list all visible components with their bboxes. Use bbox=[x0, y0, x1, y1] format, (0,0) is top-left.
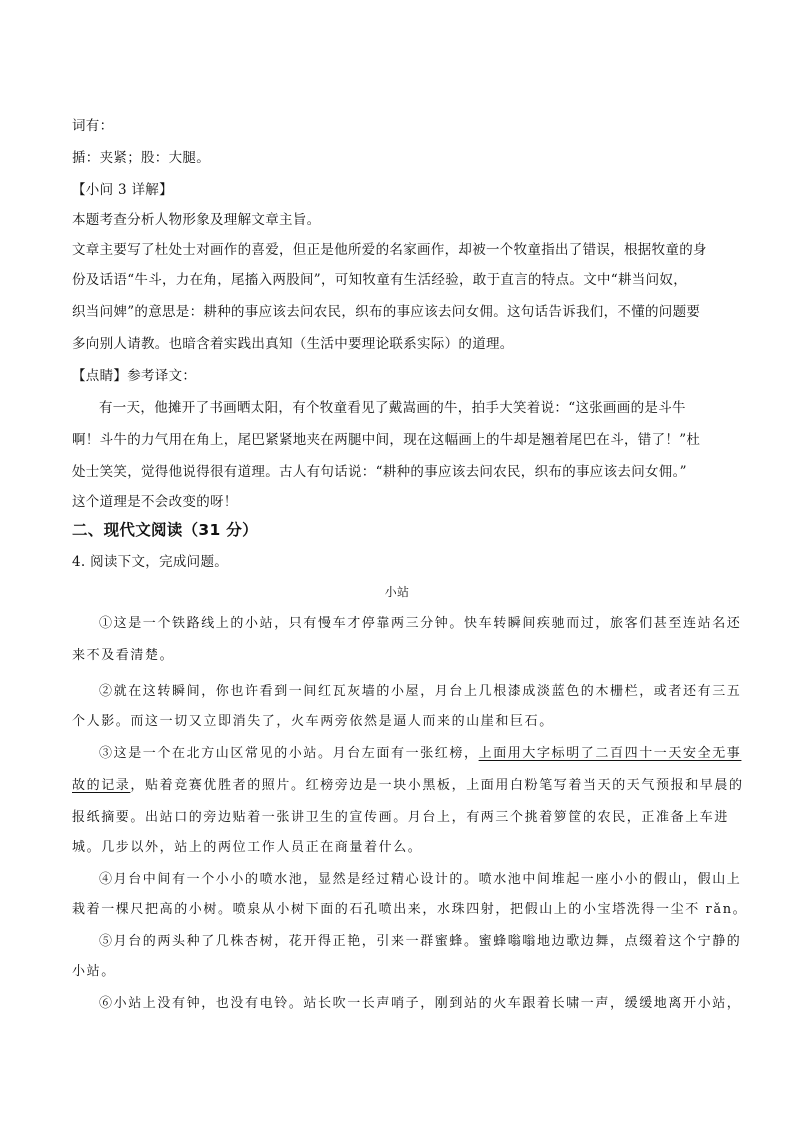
story-paragraph-line bbox=[72, 776, 744, 796]
translation-paragraph-line: 这个道理是不会改变的呀！ bbox=[72, 494, 238, 510]
analysis-paragraph-line: 织当问婢”的意思是：耕种的事应该去问农民，织布的事应该去问女佣。这句话告诉我们，不懂的问题要 bbox=[72, 304, 701, 320]
dianjing-heading: 【点睛】参考译文： bbox=[72, 368, 197, 384]
story-paragraph-line: ④月台中间有一个小小的喷水池，显然是经过精心设计的。喷水池中间堆起一座小小的假山，假山上 bbox=[99, 872, 742, 887]
story-paragraph-line: 来不及看清楚。 bbox=[72, 648, 175, 663]
underlined-phrase: 故的记录 bbox=[72, 778, 131, 793]
question-prompt: 4. 阅读下文，完成问题。 bbox=[72, 554, 229, 570]
translation-paragraph-line: 处士笑笑，觉得他说得很有道理。古人有句话说：“耕种的事应该去问农民，织布的事应该去问女佣。” bbox=[72, 464, 687, 480]
text-line: 本题考查分析人物形象及理解文章主旨。 bbox=[72, 212, 321, 228]
text-line: 揗：夹紧；股：大腿。 bbox=[72, 150, 210, 166]
sub-question-heading: 【小问 3 详解】 bbox=[72, 182, 173, 198]
analysis-paragraph-line: 份及话语“牛斗，力在角，尾搐入两股间”，可知牧童有生活经验，敢于直言的特点。文中“耕当问奴， bbox=[72, 272, 688, 288]
story-text: ③这是一个在北方山区常见的小站。月台左面有一张红榜， bbox=[99, 746, 479, 761]
story-paragraph-line: 栽着一棵尺把高的小树。喷泉从小树下面的石孔喷出来，水珠四射，把假山上的小宝塔洗得一尘不 rǎn。 bbox=[72, 902, 748, 917]
section-heading: 二、现代文阅读（31 分） bbox=[72, 521, 258, 539]
story-paragraph-line: 个人影。而这一切又立即消失了，火车两旁依然是逼人而来的山崖和巨石。 bbox=[72, 714, 554, 729]
story-title: 小站 bbox=[384, 585, 410, 599]
story-paragraph-line: 城。几步以外，站上的两位工作人员正在商量着什么。 bbox=[72, 840, 423, 855]
translation-paragraph-line: 啊！斗牛的力气用在角上，尾巴紧紧地夹在两腿中间，现在这幅画上的牛却是翘着尾巴在斗，错了！”杜 bbox=[72, 432, 701, 448]
analysis-paragraph-line: 多向别人请教。也暗含着实践出真知（生活中要理论联系实际）的道理。 bbox=[72, 336, 514, 352]
story-paragraph-line: ⑥小站上没有钟，也没有电铃。站长吹一长声哨子，刚到站的火车跟着长啸一声，缓缓地离开小站， bbox=[99, 996, 742, 1011]
story-text: ，贴着竞赛优胜者的照片。红榜旁边是一块小黑板，上面用白粉笔写着当天的天气预报和早晨的 bbox=[130, 778, 744, 793]
story-paragraph-line: ②就在这转瞬间，你也许看到一间红瓦灰墙的小屋，月台上几根漆成淡蓝色的木栅栏，或者还有三五 bbox=[99, 684, 742, 699]
text-line: 词有： bbox=[72, 118, 114, 134]
story-paragraph-line: ⑤月台的两头种了几株杏树，花开得正艳，引来一群蜜蜂。蜜蜂嗡嗡地边歌边舞，点缀着这个宁静的 bbox=[99, 934, 742, 949]
story-paragraph-line: 报纸摘要。出站口的旁边贴着一张讲卫生的宣传画。月台上，有两三个挑着箩筐的农民，正准备上车进 bbox=[72, 810, 730, 825]
story-paragraph-line bbox=[99, 744, 742, 764]
story-paragraph-line: 小站。 bbox=[72, 964, 116, 979]
story-paragraph-line: ①这是一个铁路线上的小站，只有慢车才停靠两三分钟。快车转瞬间疾驰而过，旅客们甚至连站名还 bbox=[99, 616, 742, 631]
analysis-paragraph-line: 文章主要写了杜处士对画作的喜爱，但正是他所爱的名家画作，却被一个牧童指出了错误，根据牧童的身 bbox=[72, 242, 707, 258]
translation-paragraph-line: 有一天，他摊开了书画晒太阳，有个牧童看见了戴嵩画的牛，拍手大笑着说：“这张画画的是斗牛 bbox=[99, 400, 686, 416]
underlined-phrase: 上面用大字标明了二百四十一天安全无事 bbox=[478, 746, 742, 761]
